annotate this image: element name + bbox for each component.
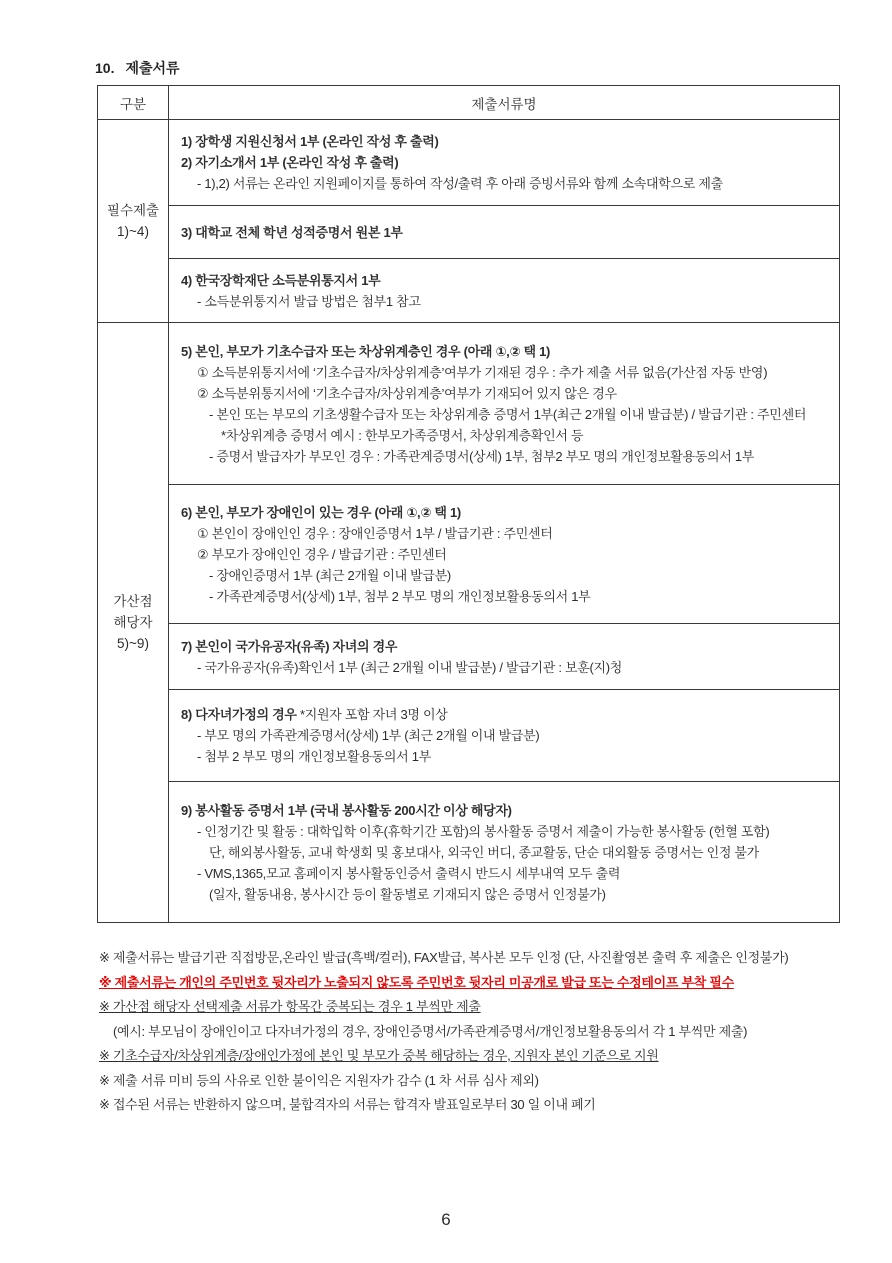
section-title-text: 제출서류 <box>125 60 180 76</box>
document-line: - VMS,1365,모교 홈페이지 봉사활동인증서 출력시 반드시 세부내역 모두 출력 <box>197 865 621 881</box>
document-line: - 인정기간 및 활동 : 대학입학 이후(휴학기간 포함)의 봉사활동 증명서 제출이 가능한 봉사활동 (헌혈 포함) <box>197 823 770 839</box>
table-row <box>98 624 840 690</box>
document-line: 9) 봉사활동 증명서 1부 (국내 봉사활동 200시간 이상 해당자) <box>181 802 512 818</box>
table-row <box>98 259 840 323</box>
document-line: 1) 장학생 지원신청서 1부 (온라인 작성 후 출력) <box>181 134 439 149</box>
table-row <box>98 782 840 923</box>
group-label-line: 가산점 <box>113 594 153 609</box>
submission-table-body <box>98 120 840 923</box>
table-row <box>98 323 840 485</box>
section-title <box>95 58 180 78</box>
document-list-cell <box>169 206 840 259</box>
document-line: - 1),2) 서류는 온라인 지원페이지를 통하여 작성/출력 후 아래 증빙서류와 함께 소속대학으로 제출 <box>197 176 723 191</box>
document-line: *차상위계층 증명서 예시 : 한부모가족증명서, 차상위계층확인서 등 <box>221 427 584 443</box>
document-line: - 본인 또는 부모의 기초생활수급자 또는 차상위계층 증명서 1부(최근 2개월 이내 발급분) / 발급기관 : 주민센터 <box>209 406 807 422</box>
document-line-segment: 8) 다자녀가정의 경우 <box>181 707 300 722</box>
table-row <box>98 120 840 206</box>
document-line: - 부모 명의 가족관계증명서(상세) 1부 (최근 2개월 이내 발급분) <box>197 728 540 743</box>
footnotes <box>99 946 879 1118</box>
document-line: 2) 자기소개서 1부 (온라인 작성 후 출력) <box>181 155 399 170</box>
footnote-line: ※ 제출서류는 개인의 주민번호 뒷자리가 노출되지 않도록 주민번호 뒷자리 미공개로 발급 또는 수정테이프 부착 필수 <box>99 974 734 990</box>
document-line: - 가족관계증명서(상세) 1부, 첨부 2 부모 명의 개인정보활용동의서 1부 <box>209 588 591 604</box>
document-line: 7) 본인이 국가유공자(유족) 자녀의 경우 <box>181 638 398 654</box>
table-row <box>98 485 840 624</box>
document-line: (일자, 활동내용, 봉사시간 등이 활동별로 기재되지 않은 증명서 인정불가) <box>209 886 606 902</box>
document-line: - 첨부 2 부모 명의 개인정보활용동의서 1부 <box>197 749 431 764</box>
group-label <box>98 323 169 923</box>
document-list-cell <box>169 782 840 923</box>
document-line: 단, 해외봉사활동, 교내 학생회 및 홍보대사, 외국인 버디, 종교활동, 단순 대외활동 증명서는 인정 불가 <box>209 844 759 860</box>
footnote-line: ※ 접수된 서류는 반환하지 않으며, 불합격자의 서류는 합격자 발표일로부터 30 일 이내 폐기 <box>99 1097 596 1112</box>
group-label-line: 1)~4) <box>117 224 149 239</box>
document-line: ② 소득분위통지서에 ‘기초수급자/차상위계층’여부가 기재되어 있지 않은 경우 <box>197 385 617 401</box>
document-list-cell <box>169 690 840 782</box>
document-line: 6) 본인, 부모가 장애인이 있는 경우 (아래 ①,② 택 1) <box>181 504 461 520</box>
table-header-row <box>98 86 840 120</box>
document-line: 4) 한국장학재단 소득분위통지서 1부 <box>181 272 381 288</box>
submission-documents-table <box>97 85 840 923</box>
group-label-line: 필수제출 <box>106 203 160 218</box>
group-label <box>98 120 169 323</box>
document-line: - 소득분위통지서 발급 방법은 첨부1 참고 <box>197 293 421 309</box>
table-row <box>98 206 840 259</box>
document-line: - 장애인증명서 1부 (최근 2개월 이내 발급분) <box>209 567 451 583</box>
document-list-cell <box>169 624 840 690</box>
page-number: 6 <box>441 1210 451 1229</box>
document-list-cell <box>169 120 840 206</box>
document-line: 5) 본인, 부모가 기초수급자 또는 차상위계층인 경우 (아래 ①,② 택 1) <box>181 343 551 359</box>
document-line: - 증명서 발급자가 부모인 경우 : 가족관계증명서(상세) 1부, 첨부2 부모 명의 개인정보활용동의서 1부 <box>209 448 755 464</box>
document-line: - 국가유공자(유족)확인서 1부 (최근 2개월 이내 발급분) / 발급기관 : 보훈(지)청 <box>197 659 623 675</box>
group-label-line: 5)~9) <box>117 636 149 651</box>
document-list-cell <box>169 323 840 485</box>
document-line <box>169 704 839 725</box>
footnote-line: ※ 제출서류는 발급기관 직접방문,온라인 발급(흑백/컬러), FAX발급, 복사본 모두 인정 (단, 사진촬영본 출력 후 제출은 인정불가) <box>99 950 789 965</box>
document-line-segment: *지원자 포함 자녀 3명 이상 <box>299 707 448 722</box>
table-row <box>98 690 840 782</box>
document-list-cell <box>169 259 840 323</box>
document-line: ① 본인이 장애인인 경우 : 장애인증명서 1부 / 발급기관 : 주민센터 <box>197 525 553 541</box>
group-label-line: 해당자 <box>113 615 153 630</box>
footnote-line: ※ 기초수급자/차상위계층/장애인가정에 본인 및 부모가 중복 해당하는 경우, 지원자 본인 기준으로 지원 <box>99 1048 659 1063</box>
document-line: ① 소득분위통지서에 ‘기초수급자/차상위계층’여부가 기재된 경우 : 추가 제출 서류 없음(가산점 자동 반영) <box>197 364 768 380</box>
footnote-line: ※ 가산점 해당자 선택제출 서류가 항목간 중복되는 경우 1 부씩만 제출 <box>99 999 481 1014</box>
footnote-line: (예시: 부모님이 장애인이고 다자녀가정의 경우, 장애인증명서/가족관계증명서/개인정보활용동의서 각 1 부씩만 제출) <box>113 1023 748 1039</box>
table-header-category: 구분 <box>98 86 169 120</box>
table-header-document-name: 제출서류명 <box>169 86 840 120</box>
section-number: 10. <box>95 60 115 76</box>
document-line: 3) 대학교 전체 학년 성적증명서 원본 1부 <box>181 224 403 240</box>
document-line: ② 부모가 장애인인 경우 / 발급기관 : 주민센터 <box>197 546 447 562</box>
footnote-line: ※ 제출 서류 미비 등의 사유로 인한 불이익은 지원자가 감수 (1 차 서류 심사 제외) <box>99 1072 539 1088</box>
document-list-cell <box>169 485 840 624</box>
